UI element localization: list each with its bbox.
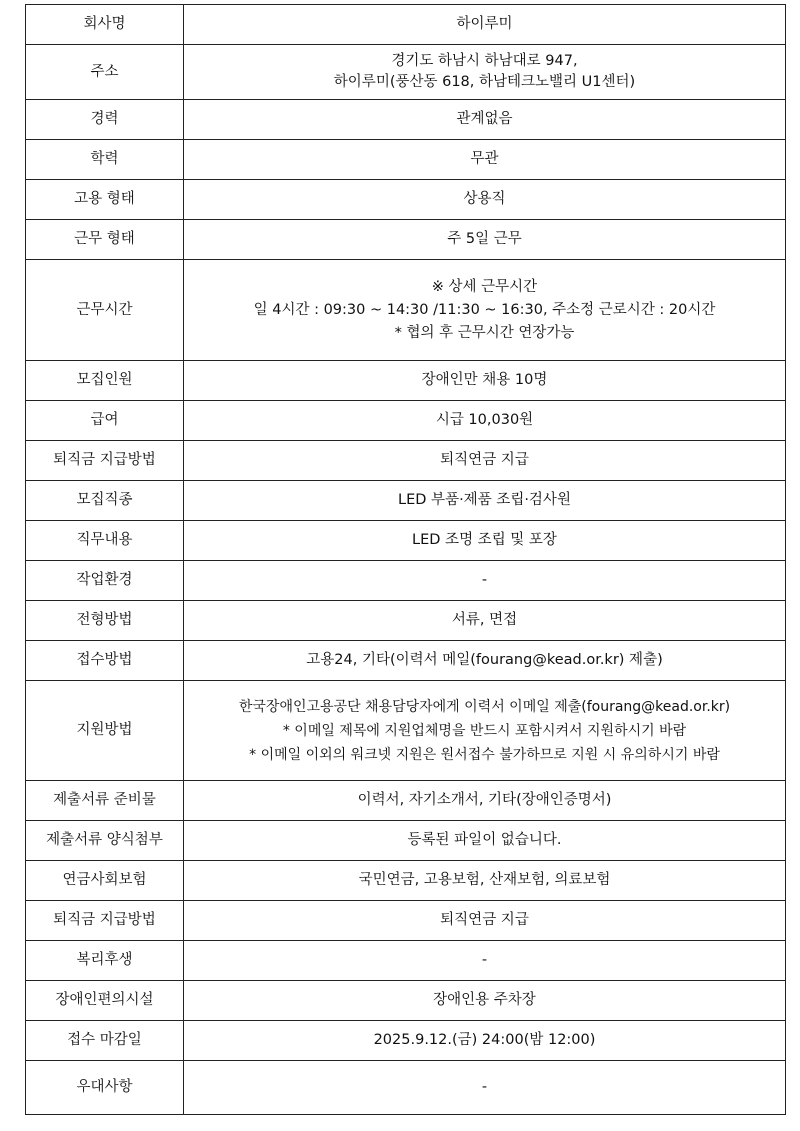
table-row (26, 1061, 786, 1115)
row-value: 서류, 면접 (184, 601, 786, 641)
row-value: - (184, 941, 786, 981)
row-value: ※ 상세 근무시간 일 4시간 : 09:30 ~ 14:30 /11:30 ~ 16:30, 주소정 근로시간 : 20시간 * 협의 후 근무시간 연장가능 (184, 260, 786, 361)
row-label: 복리후생 (26, 941, 184, 981)
table-row (26, 861, 786, 901)
row-value: 장애인용 주차장 (184, 981, 786, 1021)
row-label: 직무내용 (26, 521, 184, 561)
row-value: 2025.9.12.(금) 24:00(밤 12:00) (184, 1021, 786, 1061)
table-row (26, 45, 786, 100)
table-row (26, 821, 786, 861)
table-row (26, 140, 786, 180)
table-row (26, 981, 786, 1021)
row-label: 퇴직금 지급방법 (26, 441, 184, 481)
row-label: 주소 (26, 45, 184, 100)
row-value: LED 조명 조립 및 포장 (184, 521, 786, 561)
row-label: 전형방법 (26, 601, 184, 641)
table-row (26, 901, 786, 941)
table-row (26, 681, 786, 781)
row-value: 고용24, 기타(이력서 메일(fourang@kead.or.kr) 제출) (184, 641, 786, 681)
table-row (26, 941, 786, 981)
row-label: 퇴직금 지급방법 (26, 901, 184, 941)
table-row (26, 601, 786, 641)
table-row (26, 481, 786, 521)
table-row (26, 401, 786, 441)
row-value: - (184, 561, 786, 601)
row-value: 장애인만 채용 10명 (184, 361, 786, 401)
row-value: 상용직 (184, 180, 786, 220)
row-label: 장애인편의시설 (26, 981, 184, 1021)
row-value: 시급 10,030원 (184, 401, 786, 441)
row-value: 퇴직연금 지급 (184, 901, 786, 941)
row-label: 우대사항 (26, 1061, 184, 1115)
row-value: 등록된 파일이 없습니다. (184, 821, 786, 861)
row-label: 근무시간 (26, 260, 184, 361)
row-label: 경력 (26, 100, 184, 140)
table-row (26, 561, 786, 601)
table-row (26, 521, 786, 561)
job-posting-table (25, 4, 786, 1115)
table-row (26, 260, 786, 361)
row-label: 지원방법 (26, 681, 184, 781)
row-label: 접수 마감일 (26, 1021, 184, 1061)
row-value: 관계없음 (184, 100, 786, 140)
row-value: - (184, 1061, 786, 1115)
table-row (26, 781, 786, 821)
row-value: 퇴직연금 지급 (184, 441, 786, 481)
row-label: 제출서류 준비물 (26, 781, 184, 821)
row-value: 주 5일 근무 (184, 220, 786, 260)
row-label: 근무 형태 (26, 220, 184, 260)
row-label: 작업환경 (26, 561, 184, 601)
row-label: 학력 (26, 140, 184, 180)
row-label: 회사명 (26, 5, 184, 45)
table-row (26, 361, 786, 401)
row-label: 제출서류 양식첨부 (26, 821, 184, 861)
table-row (26, 180, 786, 220)
row-label: 접수방법 (26, 641, 184, 681)
table-row (26, 641, 786, 681)
table-row (26, 441, 786, 481)
row-value: 무관 (184, 140, 786, 180)
row-value: 한국장애인고용공단 채용담당자에게 이력서 이메일 제출(fourang@kead.or.kr) * 이메일 제목에 지원업체명을 반드시 포함시켜서 지원하시기 바람 * 이메일 이외의 워크넷 지원은 원서접수 불가하므로 지원 시 유의하시기 바람 (184, 681, 786, 781)
row-value: 경기도 하남시 하남대로 947, 하이루미(풍산동 618, 하남테크노밸리 U1센터) (184, 45, 786, 100)
row-label: 연금사회보험 (26, 861, 184, 901)
table-row (26, 5, 786, 45)
row-label: 모집직종 (26, 481, 184, 521)
row-label: 급여 (26, 401, 184, 441)
row-value: 이력서, 자기소개서, 기타(장애인증명서) (184, 781, 786, 821)
table-row (26, 100, 786, 140)
row-label: 고용 형태 (26, 180, 184, 220)
row-value: LED 부품·제품 조립·검사원 (184, 481, 786, 521)
row-label: 모집인원 (26, 361, 184, 401)
row-value: 국민연금, 고용보험, 산재보험, 의료보험 (184, 861, 786, 901)
row-value: 하이루미 (184, 5, 786, 45)
table-row (26, 1021, 786, 1061)
table-row (26, 220, 786, 260)
